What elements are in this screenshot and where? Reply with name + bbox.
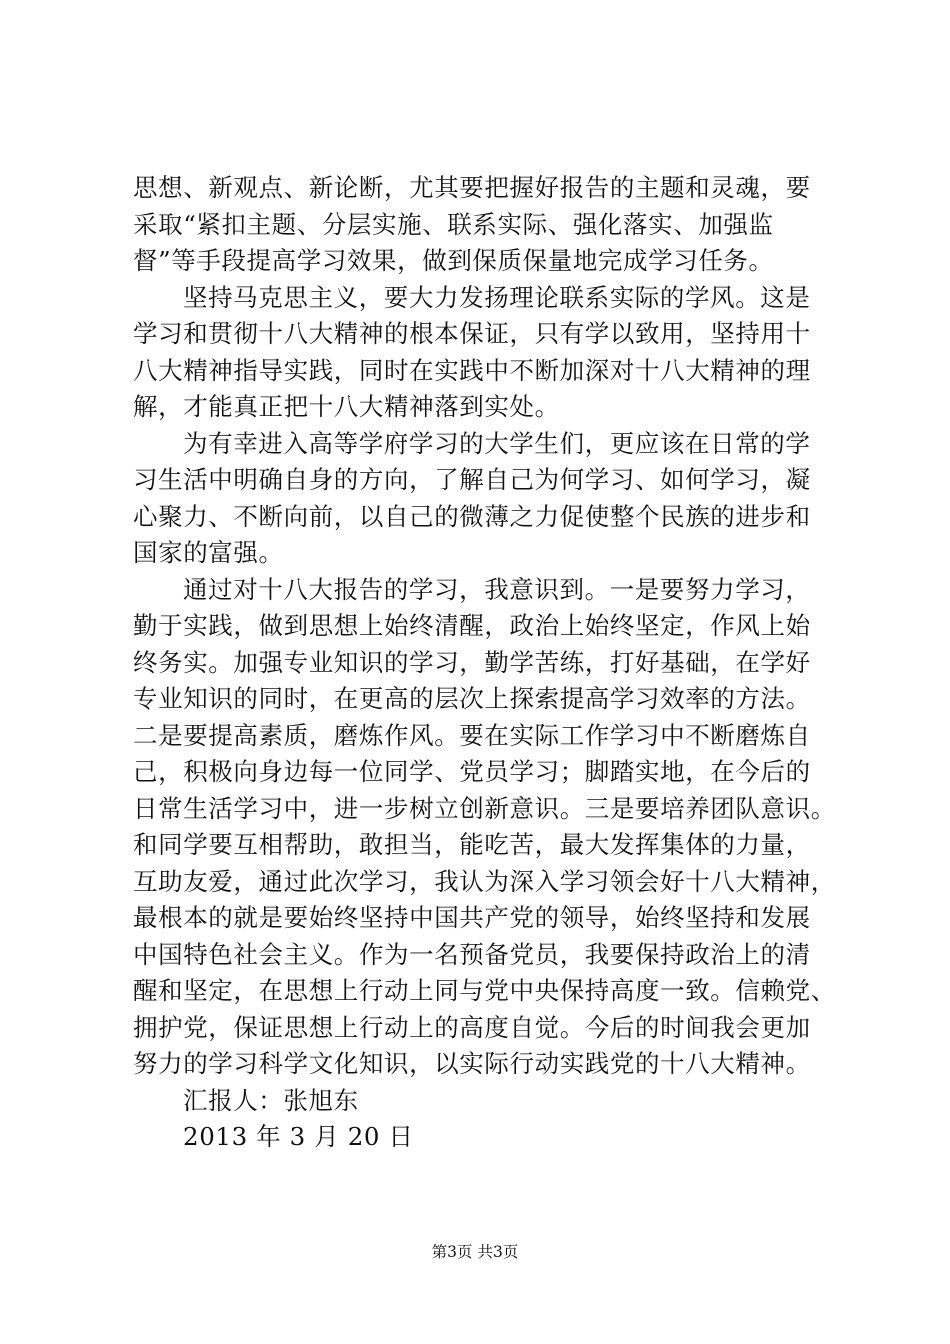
text-line: 拥护党，保证思想上行动上的高度自觉。今后的时间我会更加 xyxy=(133,1012,811,1042)
paragraph-start-line: 通过对十八大报告的学习，我意识到。一是要努力学习， xyxy=(183,574,811,604)
text-line: 心聚力、不断向前，以自己的微薄之力促使整个民族的进步和 xyxy=(133,501,811,531)
text-line: 八大精神指导实践，同时在实践中不断加深对十八大精神的理 xyxy=(133,355,811,385)
reporter-signature: 汇报人：张旭东 xyxy=(183,1085,359,1115)
text-line: 日常生活学习中，进一步树立创新意识。三是要培养团队意识。 xyxy=(133,793,836,823)
text-line: 采取“紧扣主题、分层实施、联系实际、强化落实、加强监 xyxy=(133,209,774,239)
paragraph-start-line: 坚持马克思主义，要大力发扬理论联系实际的学风。这是 xyxy=(183,282,811,312)
text-line: 学习和贯彻十八大精神的根本保证，只有学以致用，坚持用十 xyxy=(133,319,811,348)
text-line: 专业知识的同时，在更高的层次上探索提高学习效率的方法。 xyxy=(133,684,811,713)
text-line: 督”等手段提高学习效果，做到保质保量地完成学习任务。 xyxy=(133,246,774,275)
text-line: 二是要提高素质，磨炼作风。要在实际工作学习中不断磨炼自 xyxy=(133,720,811,750)
text-line: 勤于实践，做到思想上始终清醒，政治上始终坚定，作风上始 xyxy=(133,611,811,640)
text-line: 互助友爱，通过此次学习，我认为深入学习领会好十八大精神， xyxy=(133,866,836,896)
text-line: 中国特色社会主义。作为一名预备党员，我要保持政治上的清 xyxy=(133,939,811,969)
document-body xyxy=(133,170,836,1156)
paragraph-start-line: 为有幸进入高等学府学习的大学生们，更应该在日常的学 xyxy=(183,428,811,458)
text-line: 终务实。加强专业知识的学习，勤学苦练，打好基础，在学好 xyxy=(133,647,811,677)
text-line: 习生活中明确自身的方向，了解自己为何学习、如何学习，凝 xyxy=(133,465,811,494)
text-line: 醒和坚定，在思想上行动上同与党中央保持高度一致。信赖党、 xyxy=(133,976,836,1005)
text-line: 思想、新观点、新论断，尤其要把握好报告的主题和灵魂，要 xyxy=(133,173,811,202)
text-line: 解，才能真正把十八大精神落到实处。 xyxy=(133,392,560,421)
text-line: 努力的学习科学文化知识，以实际行动实践党的十八大精神。 xyxy=(133,1049,811,1078)
page-footer: 第3页 共3页 xyxy=(431,1243,519,1261)
text-line: 和同学要互相帮助，敢担当，能吃苦，最大发挥集体的力量， xyxy=(133,830,811,859)
text-line: 最根本的就是要始终坚持中国共产党的领导，始终坚持和发展 xyxy=(133,903,811,932)
report-date: 2013 年 3 月 20 日 xyxy=(183,1122,414,1151)
text-line: 国家的富强。 xyxy=(133,538,284,567)
text-line: 己，积极向身边每一位同学、党员学习；脚踏实地，在今后的 xyxy=(133,757,811,786)
